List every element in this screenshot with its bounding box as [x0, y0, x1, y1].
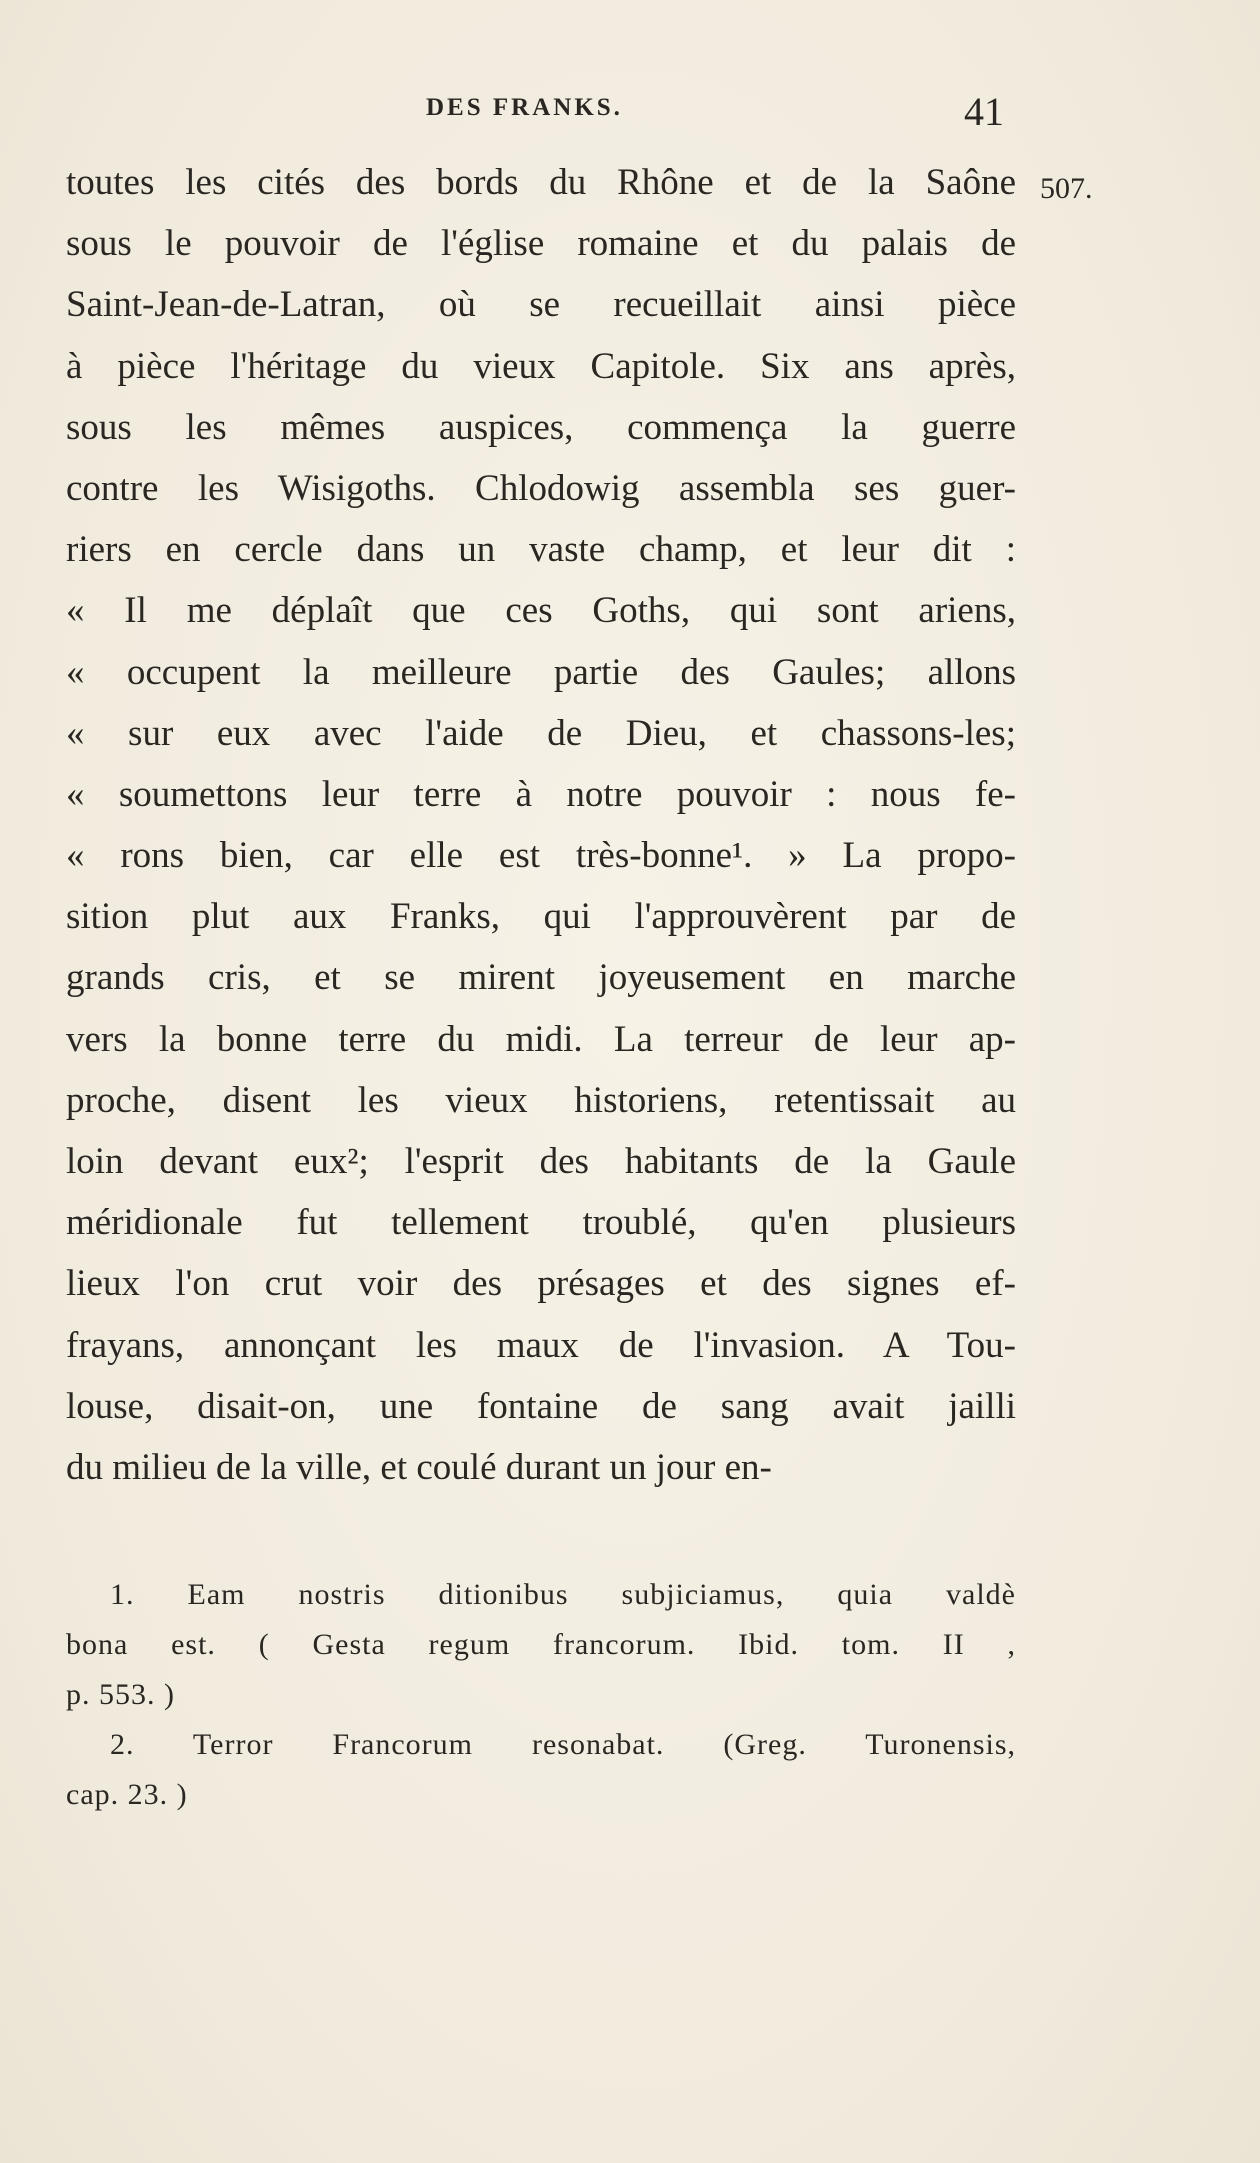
- text-line: contre les Wisigoths. Chlodowig assembla ses guer-: [66, 467, 1016, 509]
- text-line: riers en cercle dans un vaste champ, et leur dit :: [66, 529, 1016, 571]
- page-header: [66, 88, 1006, 138]
- footnote-line: bona est. ( Gesta regum francorum. Ibid. tom. II ,: [66, 1628, 1016, 1661]
- text-line: « sur eux avec l'aide de Dieu, et chassons-les;: [66, 712, 1016, 754]
- text-line: « soumettons leur terre à notre pouvoir : nous fe-: [66, 773, 1016, 815]
- footnote-line: p. 553. ): [66, 1678, 175, 1711]
- text-line: loin devant eux²; l'esprit des habitants de la Gaule: [66, 1141, 1016, 1182]
- footnote-line: 2. Terror Francorum resonabat. (Greg. Turonensis,: [110, 1728, 1016, 1761]
- footnotes: [66, 1570, 1016, 1820]
- page-number: 41: [964, 89, 1004, 134]
- text-line: frayans, annonçant les maux de l'invasion. A Tou-: [66, 1324, 1016, 1366]
- text-line: méridionale fut tellement troublé, qu'en plusieurs: [66, 1202, 1016, 1244]
- text-line: grands cris, et se mirent joyeusement en marche: [66, 957, 1016, 999]
- text-line: du milieu de la ville, et coulé durant un jour en-: [66, 1446, 772, 1488]
- text-line: sous les mêmes auspices, commença la guerre: [66, 406, 1016, 448]
- text-line: à pièce l'héritage du vieux Capitole. Six ans après,: [66, 345, 1016, 387]
- footnote-line: 1. Eam nostris ditionibus subjiciamus, quia valdè: [110, 1578, 1016, 1611]
- text-line: vers la bonne terre du midi. La terreur de leur ap-: [66, 1018, 1016, 1060]
- text-line: « Il me déplaît que ces Goths, qui sont ariens,: [66, 590, 1016, 632]
- text-line: Saint-Jean-de-Latran, où se recueillait ainsi pièce: [66, 284, 1016, 326]
- margin-year-note: 507.: [1040, 172, 1093, 205]
- running-title: DES FRANKS.: [426, 94, 623, 121]
- text-line: sous le pouvoir de l'église romaine et du palais de: [66, 223, 1016, 265]
- text-line: toutes les cités des bords du Rhône et de la Saône: [66, 162, 1016, 203]
- body-text: [66, 152, 1016, 1498]
- text-line: « occupent la meilleure partie des Gaules; allons: [66, 651, 1016, 693]
- text-line: sition plut aux Franks, qui l'approuvèrent par de: [66, 896, 1016, 938]
- text-line: proche, disent les vieux historiens, retentissait au: [66, 1079, 1016, 1121]
- text-line: « rons bien, car elle est très-bonne¹. » La propo-: [66, 835, 1016, 877]
- footnote-line: cap. 23. ): [66, 1778, 188, 1811]
- text-line: louse, disait-on, une fontaine de sang avait jailli: [66, 1385, 1016, 1427]
- text-line: lieux l'on crut voir des présages et des signes ef-: [66, 1263, 1016, 1305]
